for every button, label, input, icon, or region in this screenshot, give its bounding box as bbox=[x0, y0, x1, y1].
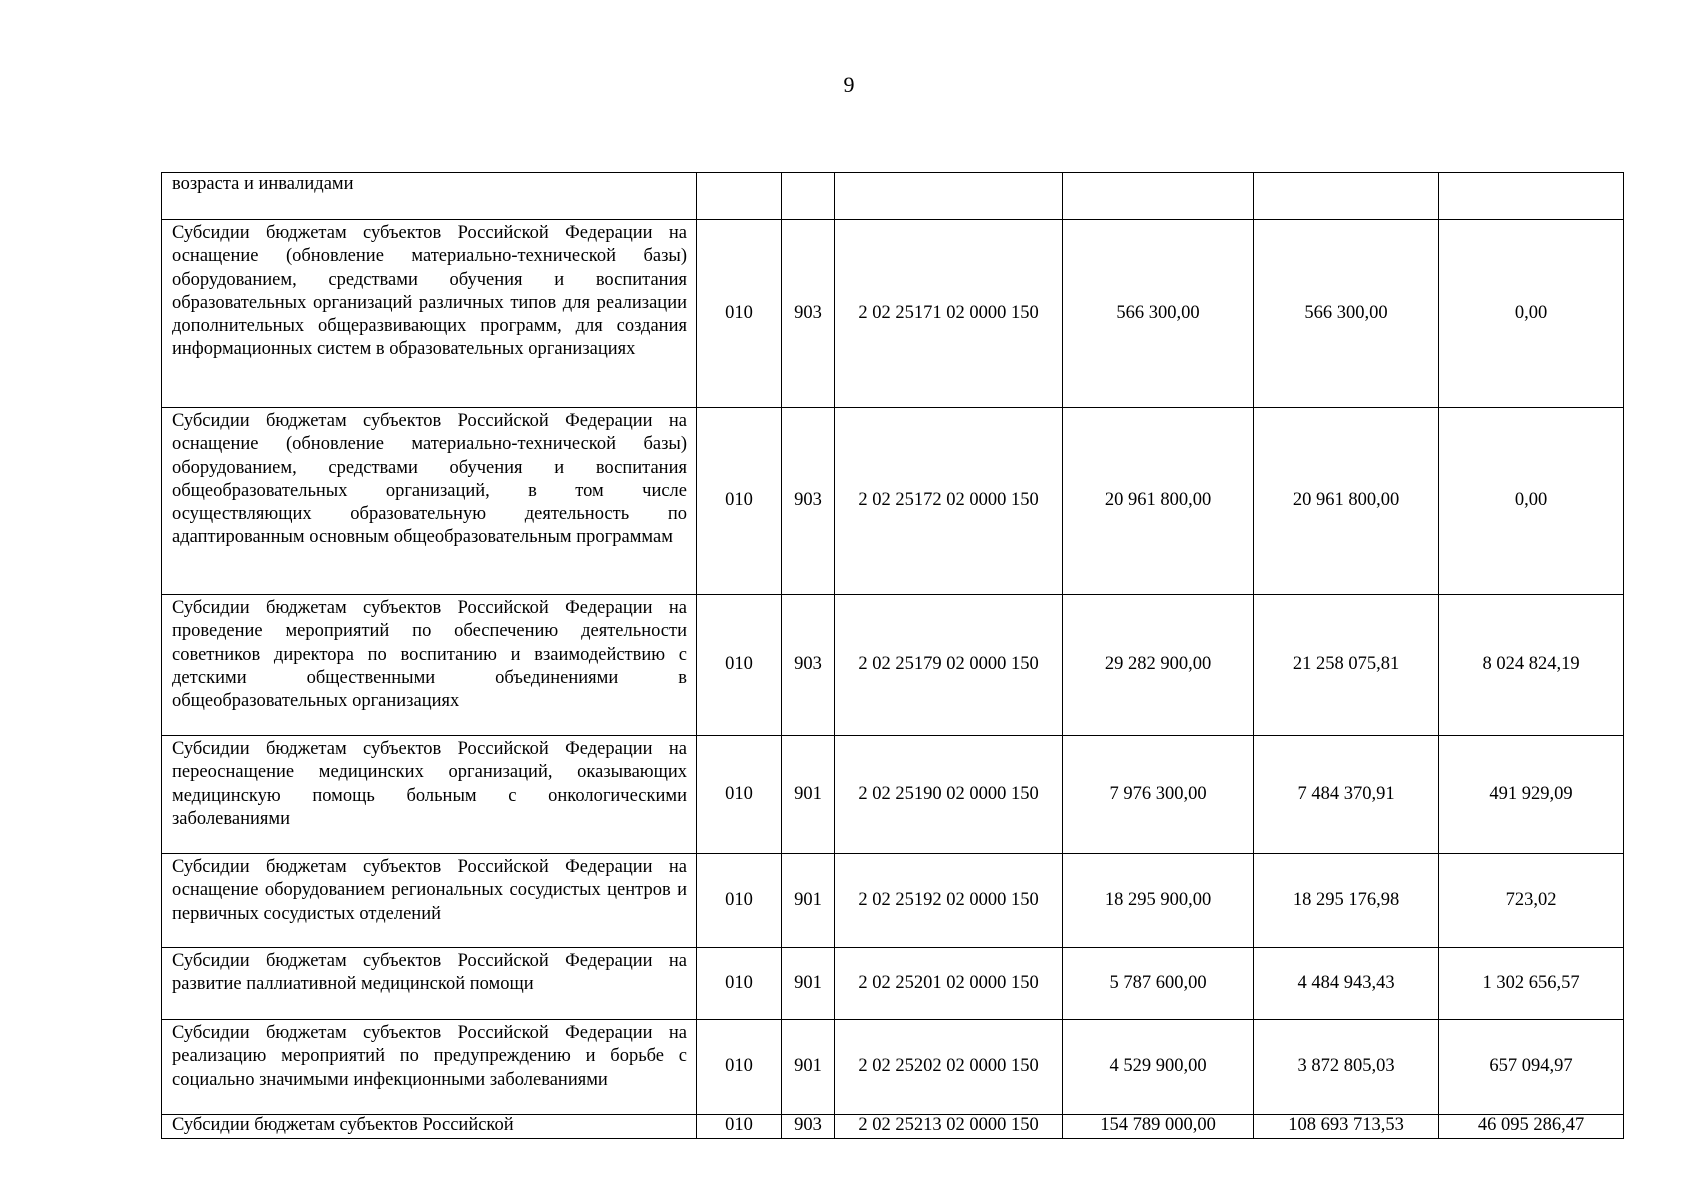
row-actual-amount: 21 258 075,81 bbox=[1254, 595, 1439, 736]
row-planned-amount: 18 295 900,00 bbox=[1063, 854, 1254, 948]
table-row bbox=[162, 1115, 1624, 1139]
table-row bbox=[162, 220, 1624, 408]
table-row bbox=[162, 736, 1624, 854]
row-column-2: 903 bbox=[782, 1115, 835, 1139]
row-planned-amount: 5 787 600,00 bbox=[1063, 948, 1254, 1020]
table-row bbox=[162, 1020, 1624, 1115]
row-classification-code: 2 02 25179 02 0000 150 bbox=[835, 595, 1063, 736]
page-number: 9 bbox=[843, 72, 855, 97]
table-row bbox=[162, 854, 1624, 948]
row-remainder-amount: 46 095 286,47 bbox=[1439, 1115, 1624, 1139]
row-actual-amount: 566 300,00 bbox=[1254, 220, 1439, 408]
table-row bbox=[162, 408, 1624, 595]
table-row bbox=[162, 595, 1624, 736]
row-remainder-amount bbox=[1439, 173, 1624, 220]
row-classification-code: 2 02 25190 02 0000 150 bbox=[835, 736, 1063, 854]
row-column-1 bbox=[697, 173, 782, 220]
row-column-1: 010 bbox=[697, 408, 782, 595]
row-description: Субсидии бюджетам субъектов Российской Федерации на развитие паллиативной медицинской помощи bbox=[162, 948, 697, 1020]
row-description: Субсидии бюджетам субъектов Российской Федерации на оснащение оборудованием региональных сосудистых центров и первичных сосудистых отделений bbox=[162, 854, 697, 948]
row-description: Субсидии бюджетам субъектов Российской Федерации на переоснащение медицинских организаций, оказывающих медицинскую помощь больным с онкологическими заболеваниями bbox=[162, 736, 697, 854]
row-planned-amount bbox=[1063, 173, 1254, 220]
row-remainder-amount: 657 094,97 bbox=[1439, 1020, 1624, 1115]
row-description: возраста и инвалидами bbox=[162, 173, 697, 220]
row-column-1: 010 bbox=[697, 736, 782, 854]
row-planned-amount: 20 961 800,00 bbox=[1063, 408, 1254, 595]
row-description: Субсидии бюджетам субъектов Российской Федерации на оснащение (обновление материально-технической базы) оборудованием, средствами обучения и воспитания образовательных организаций различных типов для реализации дополнительных общеразвивающих программ, для создания информационных систем в образовательных организациях bbox=[162, 220, 697, 408]
row-classification-code: 2 02 25172 02 0000 150 bbox=[835, 408, 1063, 595]
row-column-2: 903 bbox=[782, 595, 835, 736]
row-planned-amount: 154 789 000,00 bbox=[1063, 1115, 1254, 1139]
row-remainder-amount: 0,00 bbox=[1439, 220, 1624, 408]
budget-table bbox=[161, 172, 1624, 1139]
row-actual-amount bbox=[1254, 173, 1439, 220]
row-column-2 bbox=[782, 173, 835, 220]
row-remainder-amount: 723,02 bbox=[1439, 854, 1624, 948]
row-description: Субсидии бюджетам субъектов Российской Федерации на проведение мероприятий по обеспечению деятельности советников директора по воспитанию и взаимодействию с детскими общественными объединениями в общеобразовательных организациях bbox=[162, 595, 697, 736]
row-remainder-amount: 0,00 bbox=[1439, 408, 1624, 595]
row-actual-amount: 18 295 176,98 bbox=[1254, 854, 1439, 948]
row-column-1: 010 bbox=[697, 854, 782, 948]
row-column-2: 901 bbox=[782, 736, 835, 854]
table-row bbox=[162, 173, 1624, 220]
row-description: Субсидии бюджетам субъектов Российской Федерации на реализацию мероприятий по предупреждению и борьбе с социально значимыми инфекционными заболеваниями bbox=[162, 1020, 697, 1115]
row-classification-code: 2 02 25201 02 0000 150 bbox=[835, 948, 1063, 1020]
row-planned-amount: 29 282 900,00 bbox=[1063, 595, 1254, 736]
row-column-1: 010 bbox=[697, 1020, 782, 1115]
row-column-2: 901 bbox=[782, 948, 835, 1020]
row-remainder-amount: 1 302 656,57 bbox=[1439, 948, 1624, 1020]
row-classification-code: 2 02 25192 02 0000 150 bbox=[835, 854, 1063, 948]
row-column-1: 010 bbox=[697, 948, 782, 1020]
row-column-2: 903 bbox=[782, 408, 835, 595]
row-column-2: 903 bbox=[782, 220, 835, 408]
row-remainder-amount: 491 929,09 bbox=[1439, 736, 1624, 854]
table-row bbox=[162, 948, 1624, 1020]
row-classification-code bbox=[835, 173, 1063, 220]
row-actual-amount: 4 484 943,43 bbox=[1254, 948, 1439, 1020]
row-classification-code: 2 02 25202 02 0000 150 bbox=[835, 1020, 1063, 1115]
row-actual-amount: 20 961 800,00 bbox=[1254, 408, 1439, 595]
row-column-1: 010 bbox=[697, 1115, 782, 1139]
row-actual-amount: 3 872 805,03 bbox=[1254, 1020, 1439, 1115]
row-planned-amount: 4 529 900,00 bbox=[1063, 1020, 1254, 1115]
row-actual-amount: 7 484 370,91 bbox=[1254, 736, 1439, 854]
row-planned-amount: 566 300,00 bbox=[1063, 220, 1254, 408]
row-remainder-amount: 8 024 824,19 bbox=[1439, 595, 1624, 736]
row-column-1: 010 bbox=[697, 220, 782, 408]
row-column-2: 901 bbox=[782, 1020, 835, 1115]
row-column-2: 901 bbox=[782, 854, 835, 948]
row-description: Субсидии бюджетам субъектов Российской bbox=[162, 1115, 697, 1139]
row-column-1: 010 bbox=[697, 595, 782, 736]
row-description: Субсидии бюджетам субъектов Российской Федерации на оснащение (обновление материально-технической базы) оборудованием, средствами обучения и воспитания общеобразовательных организаций, в том числе осуществляющих образовательную деятельность по адаптированным основным общеобразовательным программам bbox=[162, 408, 697, 595]
row-actual-amount: 108 693 713,53 bbox=[1254, 1115, 1439, 1139]
row-planned-amount: 7 976 300,00 bbox=[1063, 736, 1254, 854]
row-classification-code: 2 02 25213 02 0000 150 bbox=[835, 1115, 1063, 1139]
row-classification-code: 2 02 25171 02 0000 150 bbox=[835, 220, 1063, 408]
